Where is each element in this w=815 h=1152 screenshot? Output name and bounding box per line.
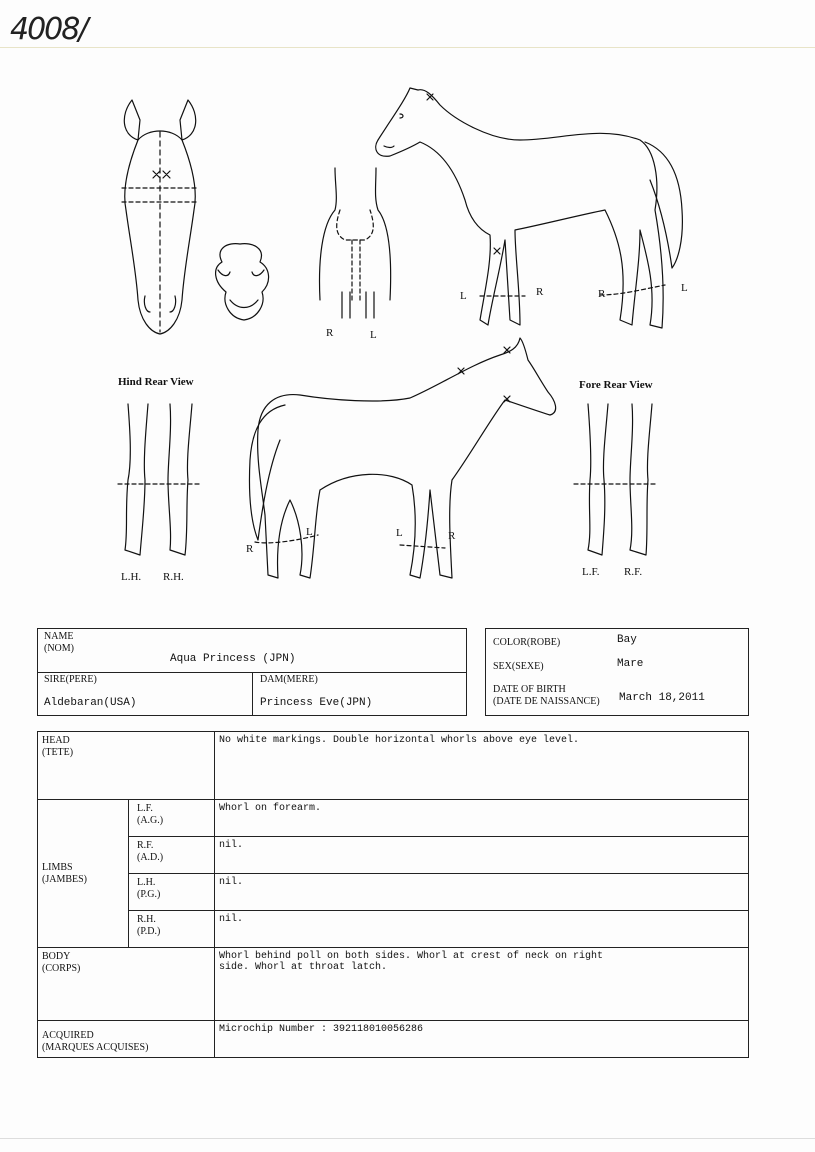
acquired-row [38, 1021, 749, 1058]
label-r-rightside-hind: R [246, 543, 254, 555]
horse-right-side [249, 338, 555, 578]
label-l-front: L [370, 329, 377, 341]
head-value: No white markings. Double horizontal whorls above eye level. [215, 732, 749, 800]
sire-label: SIRE(PERE) [44, 674, 97, 685]
limb-row [38, 911, 749, 948]
handwritten-reference: 4008/ [10, 12, 87, 47]
limb-code-rf: R.F. (A.D.) [129, 837, 215, 874]
limb-row [38, 800, 749, 837]
color-value: Bay [617, 634, 637, 646]
label-lf: L.F. [582, 566, 600, 578]
limb-value-lh: nil. [215, 874, 749, 911]
body-label: BODY (CORPS) [38, 948, 215, 1021]
dam-label: DAM(MERE) [260, 674, 318, 685]
label-l-hind-side: L [681, 282, 688, 294]
color-label: COLOR(ROBE) [493, 637, 561, 648]
limb-row [38, 837, 749, 874]
sire-value: Aldebaran(USA) [44, 697, 137, 709]
limb-value-rf: nil. [215, 837, 749, 874]
description-box [485, 628, 749, 716]
hind-rear-legs [118, 404, 200, 555]
label-r-rightside-fore: R [448, 530, 456, 542]
fore-rear-legs [574, 404, 658, 555]
sex-value: Mare [617, 658, 644, 670]
head-row [38, 732, 749, 800]
sex-label: SEX(SEXE) [493, 661, 544, 672]
limb-code-lf: L.F. (A.G.) [129, 800, 215, 837]
label-r-hind-side: R [598, 288, 606, 300]
limb-value-rh: nil. [215, 911, 749, 948]
dob-value: March 18,2011 [619, 692, 705, 704]
label-l-side: L [460, 290, 467, 302]
identity-box [37, 628, 467, 716]
forelegs-front-view [320, 168, 391, 318]
body-value: Whorl behind poll on both sides. Whorl at crest of neck on right side. Whorl at throat latch. [215, 948, 749, 1021]
limb-row [38, 874, 749, 911]
body-row [38, 948, 749, 1021]
markings-table [37, 731, 749, 1058]
label-rh: R.H. [163, 571, 184, 583]
label-l-rightside-hind: L [306, 526, 313, 538]
limb-value-lf: Whorl on forearm. [215, 800, 749, 837]
fore-rear-view-title: Fore Rear View [579, 379, 653, 391]
limb-code-lh: L.H. (P.G.) [129, 874, 215, 911]
label-r-side: R [536, 286, 544, 298]
label-l-rightside-fore: L [396, 527, 403, 539]
acquired-value: Microchip Number : 392118010056286 [215, 1021, 749, 1058]
limbs-label: LIMBS (JAMBES) [38, 800, 129, 948]
dob-label: DATE OF BIRTH (DATE DE NAISSANCE) [493, 684, 600, 707]
label-rf: R.F. [624, 566, 643, 578]
hind-rear-view-title: Hind Rear View [118, 376, 194, 388]
bottom-rule [0, 1138, 815, 1139]
label-r-front: R [326, 327, 334, 339]
head-front-view [122, 100, 198, 334]
name-label: NAME (NOM) [44, 631, 74, 654]
name-value: Aqua Princess (JPN) [170, 653, 296, 665]
head-label: HEAD (TETE) [38, 732, 215, 800]
label-lh: L.H. [121, 571, 142, 583]
horse-left-side [376, 88, 683, 328]
acquired-label: ACQUIRED (MARQUES ACQUISES) [38, 1021, 215, 1058]
limb-code-rh: R.H. (P.D.) [129, 911, 215, 948]
dam-value: Princess Eve(JPN) [260, 697, 373, 709]
muzzle-view [216, 244, 269, 320]
